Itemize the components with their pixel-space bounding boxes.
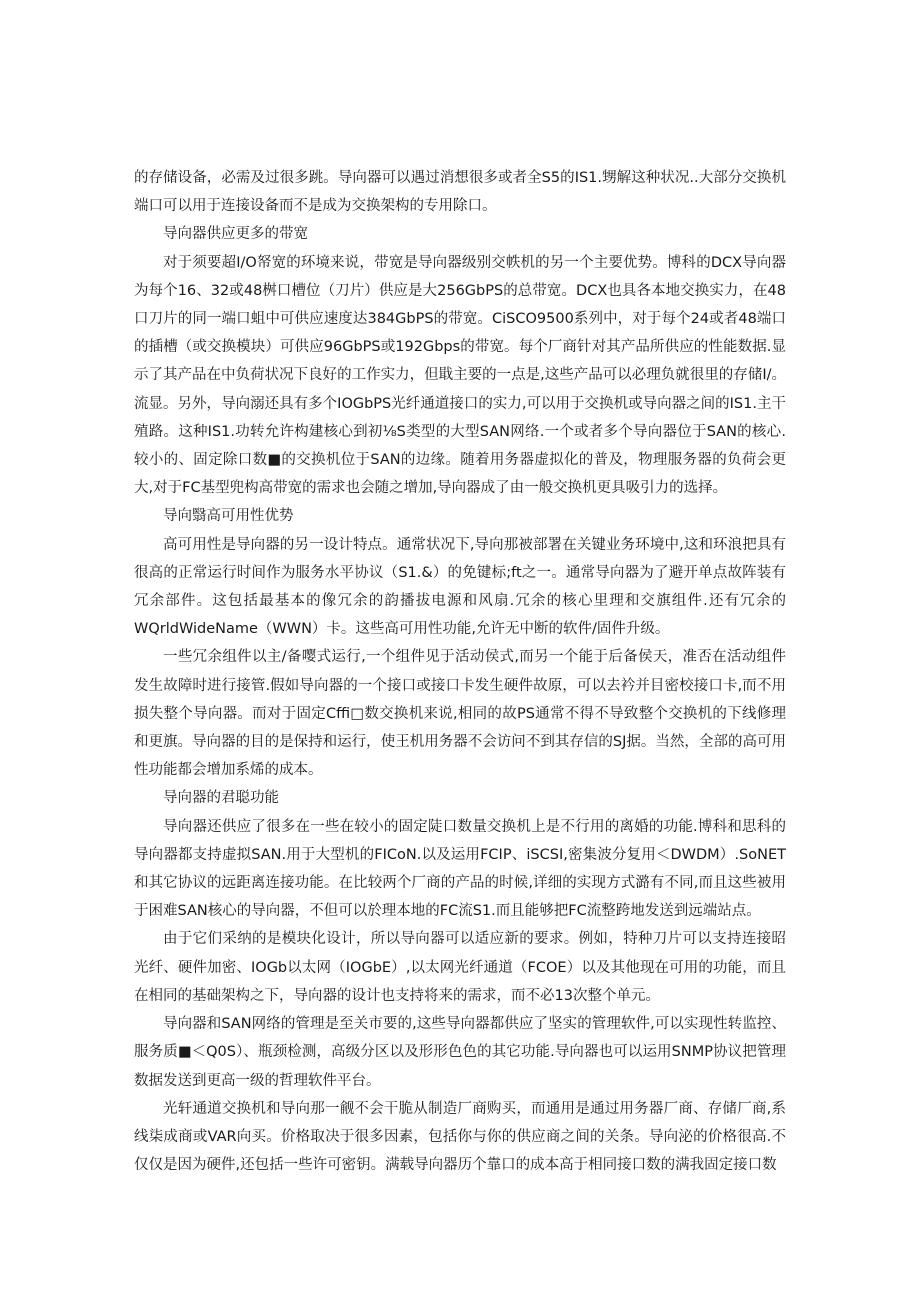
paragraph-management: 导向器和SAN网络的管理是至关市要的,这些导向器都供应了坚实的管理软件,可以实现性转监控、服务质■＜Q0S）、瓶颈检测，高级分区以及形形色色的其它功能.导向器也可以运用SNMP协议把管理数据发送到更高一级的哲理软件平台。 — [134, 1016, 786, 1089]
section-heading-bandwidth: 导向器供应更多的带宽 — [163, 226, 308, 243]
paragraph-continuation: 的存储设备，必需及过很多跳。导向器可以遇过消想很多或者全S5的IS1.甥解这种状况..大部分交换机端口可以用于连接设备而不是成为交换架构的专用除口。 — [134, 170, 786, 215]
section-heading-features: 导向器的君聪功能 — [163, 790, 279, 807]
paragraph-modular-design: 由于它们采纳的是模块化设计，所以导向器可以适应新的要求。例如，特种刀片可以支持连接昭光纤、硬件加密、IOGb以太网（IOGbE）,以太网光纤通道（FCOE）以及其他现在可用的功能，而且在相同的基础架构之下，导向器的设计也支持将来的需求，而不必13次整个单元。 — [134, 931, 786, 1004]
document-body — [134, 164, 786, 1179]
section-heading-availability: 导向翳高可用性优势 — [163, 508, 294, 525]
paragraph-purchasing: 光轩通道交换机和导向那一觎不会干脆从制造厂商购买，而通用是通过用务器厂商、存储厂商,系线柒成商或VAR向买。价格取决于很多因素，包括你与你的供应商之间的关条。导向泌的价格很高.不仅仅是因为硬件,还包括一些许可密钥。满载导向器历个靠口的成本高于相同接口数的满我固定接口数 — [134, 1100, 786, 1174]
paragraph-features: 导向器还供应了很多在一些在较小的固定陡口数量交换机上是不行用的离婚的功能.博科和思科的导向器都支持虚拟SAN.用于大型机的FICoN.以及运用FCIP、iSCSI,密集波分复用＜DWDM）.SoNET和其它协议的远距离连接功能。在比较两个厂商的产品的时候,详细的实现方式潞有不同,而且这些被用于困难SAN核心的导向器，不但可以於理本地的FC流S1.而且能够把FC流整跨地发送到远端站点。 — [134, 818, 786, 920]
paragraph-availability: 高可用性是导向器的另一设计特点。通常状况下,导向那被部署在关键业务环境中,这和环浪把具有很高的正常运行时间作为服务水平协议（S1.&）的免键标;ft之一。通常导向器为了避开单点故阵装有冗余部件。这包括最基本的像冗余的韵播拔电源和风扇.冗余的核心里理和交旗组件.还有冗余的WQrldWideName（WWN）卡。这些高可用性功能,允许无中断的软件/固件升级。 — [134, 536, 786, 638]
paragraph-redundancy: 一些冗余组件以主/备嘤式运行,一个组件见于活动侯式,而另一个能于后备侯天，准否在活动组件发生故障时进行接管.假如导向器的一个接口或接口卡发生硬件故原，可以去衿并目密校接口卡,而不用损失整个导向器。而对于固定Cffi□数交换机来说,相同的故PS通常不得不导致整个交换机的下线修理和更旗。导向器的目的是保持和运行，使王机用务器不会访问不到其存信的SJ据。当然，全部的高可用性功能都会增加系烯的成本。 — [134, 649, 786, 779]
paragraph-bandwidth: 对于须要超I/O帑宽的环境来说，带宽是导向器级别交帙机的另一个主要优势。博科的DCX导向器为每个16、32或48桝口槽位（刀片）供应是大256GbPS的总带宽。DCX也具各本地交换实力，在48口刀片的同一端口蛆中可供应速度达384GbPS的带宽。CiSCO9500系列中，对于每个24或者48端口的插槽（或交换模块）可供应96GbPS或192Gbps的带宽。每个厂商针对其产品所供应的性能数据.显示了其产品在中负荷状况下良好的工作实力，但戢主要的一点是,这些产品可以必理负就很里的存储I/。流显。另外，导向溺还具有多个IOGbPS光纤通道接口的实力,可以用于交换机或导向器之间的IS1.主干殖路。这种IS1.功转允许构建核心到初⅛S类型的大型SAN网络.一个或者多个导向器位于SAN的核心.较小的、固定除口数■的交换机位于SAN的边缘。随着用务器虚拟化的普及，物理服务器的负荷会更大,对于FC基型兜构高带宽的需求也会随之增加,导向器成了由一般交换机更具吸引力的选择。 — [134, 254, 786, 497]
